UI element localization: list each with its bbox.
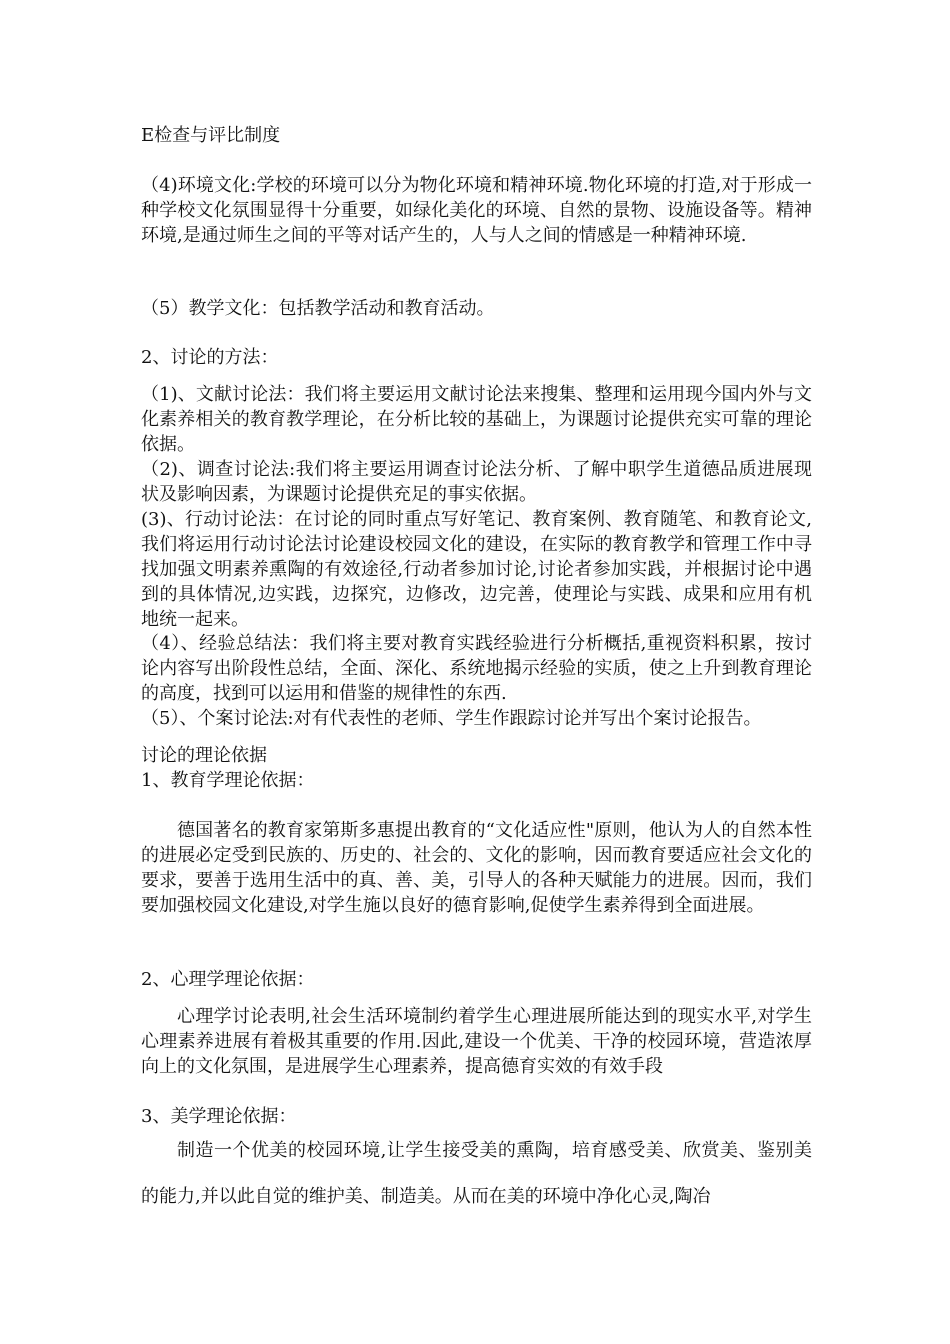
heading-research-methods: 2、讨论的方法： (141, 347, 279, 368)
method-experience: （4）、经验总结法：我们将主要对教育实践经验进行分析概括,重视资料积累，按讨论内容写出阶段性总结，全面、深化、系统地揭示经验的实质，使之上升到教育理论的高度，找到可以运用和借鉴的规律性的东西. (141, 633, 812, 704)
heading-inspection-system: E检查与评比制度 (141, 125, 281, 146)
paragraph-aesthetics-basis: 制造一个优美的校园环境,让学生接受美的熏陶，培育感受美、欣赏美、鉴别美的能力,并以此自觉的维护美、制造美。从而在美的环境中净化心灵,陶冶 (141, 1140, 812, 1207)
paragraph-pedagogy-basis: 德国著名的教育家第斯多惠提出教育的“文化适应性"原则，他认为人的自然本性的进展必定受到民族的、历史的、社会的、文化的影响，因而教育要适应社会文化的要求，要善于选用生活中的真、善、美，引导人的各种天赋能力的进展。因而，我们要加强校园文化建设,对学生施以良好的德育影响,促使学生素养得到全面进展。 (141, 820, 812, 916)
method-action: (3)、行动讨论法：在讨论的同时重点写好笔记、教育案例、教育随笔、和教育论文,我们将运用行动讨论法讨论建设校园文化的建设，在实际的教育教学和管理工作中寻找加强文明素养熏陶的有效途径,行动者参加讨论,讨论者参加实践，并根据讨论中遇到的具体情况,边实践，边探究，边修改，边完善，使理论与实践、成果和应用有机地统一起来。 (141, 509, 812, 630)
method-survey: （2)、调查讨论法:我们将主要运用调查讨论法分析、了解中职学生道德品质进展现状及影响因素，为课题讨论提供充足的事实依据。 (141, 459, 812, 505)
paragraph-environment-culture: （4)环境文化:学校的环境可以分为物化环境和精神环境.物化环境的打造,对于形成一种学校文化氛围显得十分重要，如绿化美化的环境、自然的景物、设施设备等。精神环境,是通过师生之间的平等对话产生的，人与人之间的情感是一种精神环境. (141, 175, 812, 246)
heading-aesthetics-basis: 3、美学理论依据： (141, 1106, 297, 1127)
heading-theoretical-basis: 讨论的理论依据 (141, 745, 267, 766)
method-case-study: （5）、个案讨论法:对有代表性的老师、学生作跟踪讨论并写出个案讨论报告。 (141, 708, 762, 729)
paragraph-psychology-basis: 心理学讨论表明,社会生活环境制约着学生心理进展所能达到的现实水平,对学生心理素养进展有着极其重要的作用.因此,建设一个优美、干净的校园环境，营造浓厚向上的文化氛围，是进展学生心理素养，提高德育实效的有效手段 (141, 1006, 812, 1077)
heading-psychology-basis: 2、心理学理论依据： (141, 969, 315, 990)
paragraph-teaching-culture: （5）教学文化：包括教学活动和教育活动。 (141, 298, 495, 319)
heading-pedagogy-basis: 1、教育学理论依据： (141, 770, 315, 791)
method-literature: （1)、文献讨论法：我们将主要运用文献讨论法来搜集、整理和运用现今国内外与文化素养相关的教育教学理论，在分析比较的基础上，为课题讨论提供充实可靠的理论依据。 (141, 384, 812, 455)
